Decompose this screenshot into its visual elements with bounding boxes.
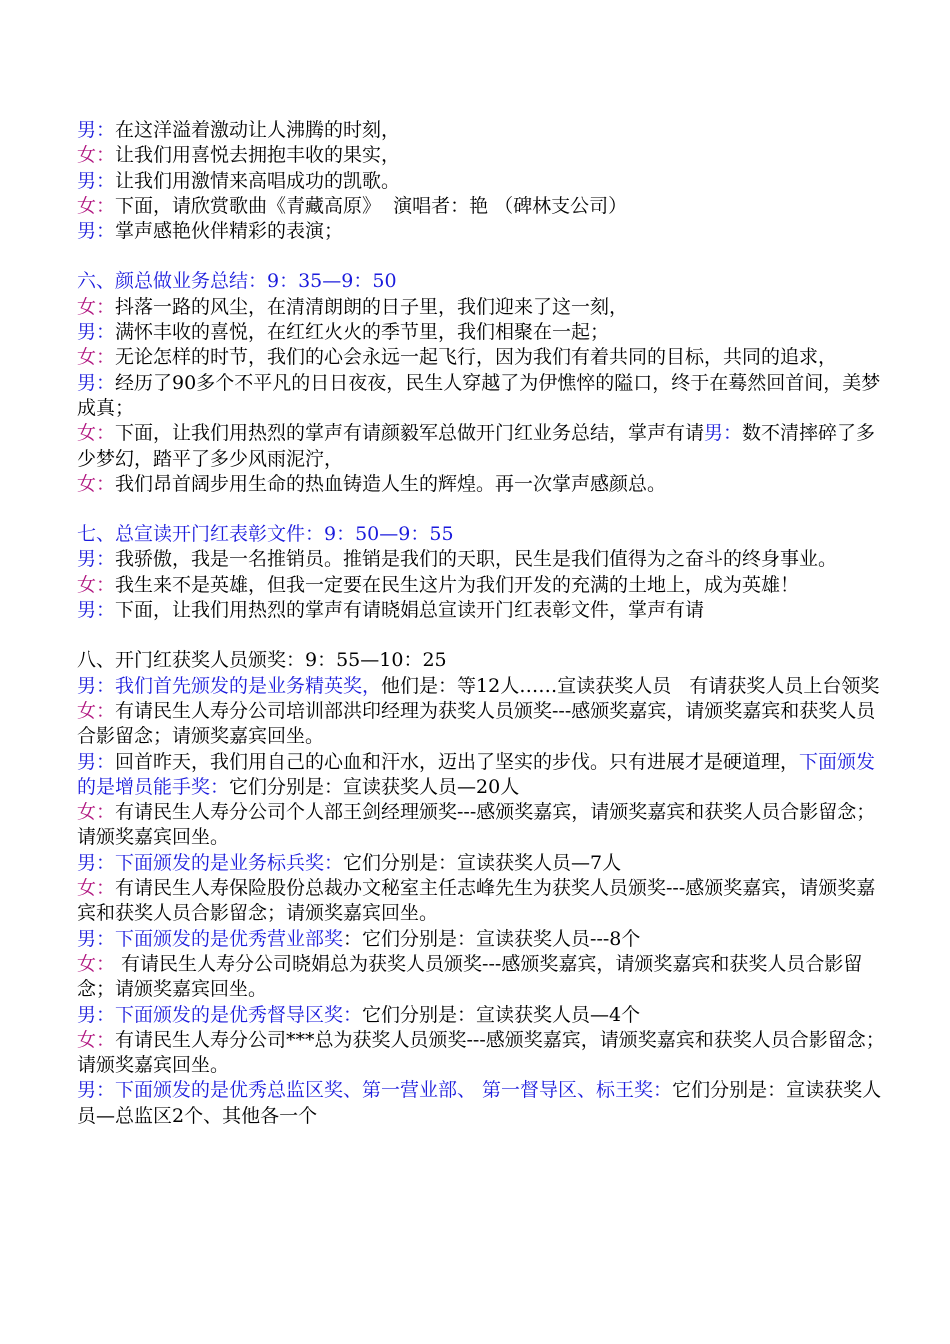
speaker-male: 男： bbox=[77, 851, 116, 874]
line-text: 让我们用激情来高唱成功的凯歌。 bbox=[115, 169, 401, 192]
line-text: 我骄傲，我是一名推销员。推销是我们的天职，民生是我们值得为之奋斗的终身事业。 bbox=[115, 548, 838, 571]
script-body bbox=[77, 118, 892, 1129]
speaker-male: 男： bbox=[77, 169, 116, 192]
speaker-male: 男： bbox=[77, 1003, 116, 1026]
speaker-female: 女： bbox=[77, 346, 116, 369]
section-heading: 八、开门红获奖人员颁奖：9：55—10：25 bbox=[77, 649, 447, 672]
line-text: 有请民生人寿分公司个人部王剑经理颁奖---感颁奖嘉宾，请颁奖嘉宾和获奖人员合影留念；请颁奖嘉宾回坐。 bbox=[77, 801, 876, 849]
line-text: 掌声感艳伙伴精彩的表演； bbox=[115, 220, 344, 243]
dialogue-line bbox=[77, 320, 892, 345]
speaker-female: 女： bbox=[77, 422, 116, 445]
line-text: 让我们用喜悦去拥抱丰收的果实， bbox=[115, 144, 401, 167]
speaker-female: 女： bbox=[77, 1028, 116, 1051]
speaker-female: 女： bbox=[77, 144, 116, 167]
speaker-male: 男： bbox=[77, 371, 116, 394]
speaker-male: 男： bbox=[77, 750, 116, 773]
line-text: 有请民生人寿分公司培训部洪印经理为获奖人员颁奖---感颁奖嘉宾，请颁奖嘉宾和获奖人员合影留念；请颁奖嘉宾回坐。 bbox=[77, 699, 876, 748]
section-spacer bbox=[77, 623, 892, 648]
dialogue-line bbox=[77, 598, 892, 623]
speaker-male: 男： bbox=[704, 422, 743, 445]
speaker-male: 男： bbox=[77, 674, 116, 697]
dialogue-line bbox=[77, 295, 892, 320]
line-text: 它们分别是：宣读获奖人员—7人 bbox=[343, 851, 622, 874]
speaker-female: 女： bbox=[77, 573, 116, 596]
speaker-male: 男： bbox=[77, 119, 116, 141]
section-heading: 六、颜总做业务总结：9：35—9：50 bbox=[77, 270, 397, 293]
award-name: 下面颁发的是优秀督导区奖： bbox=[115, 1003, 363, 1026]
line-text: 抖落一路的风尘，在清清朗朗的日子里，我们迎来了这一刻， bbox=[115, 295, 629, 318]
dialogue-line bbox=[77, 674, 892, 699]
dialogue-line bbox=[77, 345, 892, 370]
dialogue-line bbox=[77, 851, 892, 876]
speaker-female: 女： bbox=[77, 472, 116, 495]
dialogue-line bbox=[77, 143, 892, 168]
line-text: 我生来不是英雄，但我一定要在民生这片为我们开发的充满的土地上，成为英雄！ bbox=[115, 573, 800, 596]
dialogue-line bbox=[77, 573, 892, 598]
line-text: 下面，让我们用热烈的掌声有请颜毅军总做开门红业务总结，掌声有请 bbox=[115, 422, 705, 445]
award-name: 下面颁发的是优秀营业部奖 bbox=[115, 927, 344, 950]
line-text: 回首昨天，我们用自己的心血和汗水，迈出了坚实的步伐。只有进展才是硬道理， bbox=[115, 750, 800, 773]
dialogue-line bbox=[77, 800, 892, 851]
line-text: 经历了90多个不平凡的日日夜夜，民生人穿越了为伊憔悴的隘口，终于在蓦然回首间，美梦成真； bbox=[77, 371, 881, 419]
line-text: 满怀丰收的喜悦，在红红火火的季节里，我们相聚在一起； bbox=[115, 321, 610, 344]
dialogue-line bbox=[77, 1078, 892, 1129]
speaker-male: 男： bbox=[77, 548, 116, 571]
speaker-female: 女： bbox=[77, 877, 116, 900]
dialogue-line bbox=[77, 371, 892, 422]
dialogue-line bbox=[77, 472, 892, 497]
dialogue-line bbox=[77, 699, 892, 750]
line-text: 下面，让我们用热烈的掌声有请晓娟总宣读开门红表彰文件，掌声有请 bbox=[115, 599, 705, 622]
dialogue-line bbox=[77, 1028, 892, 1079]
speaker-female: 女： bbox=[77, 952, 116, 975]
speaker-female: 女： bbox=[77, 801, 116, 824]
line-text: ：它们分别是：宣读获奖人员---8个 bbox=[343, 927, 641, 950]
dialogue-line bbox=[77, 952, 892, 1003]
speaker-male: 男： bbox=[77, 927, 116, 950]
dialogue-line bbox=[77, 118, 892, 143]
section-spacer bbox=[77, 244, 892, 269]
dialogue-line bbox=[77, 219, 892, 244]
speaker-female: 女： bbox=[77, 699, 116, 722]
line-text: 有请民生人寿保险股份总裁办文秘室主任志峰先生为获奖人员颁奖---感颁奖嘉宾，请颁奖嘉宾和获奖人员合影留念；请颁奖嘉宾回坐。 bbox=[77, 877, 876, 925]
dialogue-line bbox=[77, 194, 892, 219]
dialogue-line bbox=[77, 547, 892, 572]
line-text: 他们是：等12人……宣读获奖人员 有请获奖人员上台领奖 bbox=[381, 674, 880, 697]
line-text: 我们昂首阔步用生命的热血铸造人生的辉煌。再一次掌声感颜总。 bbox=[115, 472, 667, 495]
dialogue-line bbox=[77, 421, 892, 472]
award-name: 我们首先颁发的是业务精英奖， bbox=[115, 674, 382, 697]
speaker-male: 男： bbox=[77, 321, 116, 344]
award-name: 下面颁发的是业务标兵奖： bbox=[115, 851, 344, 874]
line-text: 有请民生人寿分公司***总为获奖人员颁奖---感颁奖嘉宾，请颁奖嘉宾和获奖人员合影留念；请颁奖嘉宾回坐。 bbox=[77, 1028, 885, 1077]
dialogue-line bbox=[77, 169, 892, 194]
line-text: 数不清摔碎了多少梦幻，踏平了多少风雨泥泞， bbox=[77, 422, 876, 470]
dialogue-line bbox=[77, 750, 892, 801]
speaker-female: 女： bbox=[77, 295, 116, 318]
dialogue-line bbox=[77, 927, 892, 952]
line-text: 在这洋溢着激动让人沸腾的时刻， bbox=[115, 119, 401, 141]
speaker-male: 男： bbox=[77, 599, 116, 622]
speaker-male: 男： bbox=[77, 1079, 116, 1102]
line-text: 它们分别是：宣读获奖人员—总监区2个、其他各一个 bbox=[77, 1079, 882, 1127]
section-heading: 七、总宣读开门红表彰文件：9：50—9：55 bbox=[77, 523, 454, 546]
line-text: 它们分别是：宣读获奖人员—20人 bbox=[229, 775, 520, 798]
speaker-female: 女： bbox=[77, 194, 116, 217]
section-spacer bbox=[77, 497, 892, 522]
line-text: 它们分别是：宣读获奖人员—4个 bbox=[362, 1003, 641, 1026]
line-text: 无论怎样的时节，我们的心会永远一起飞行，因为我们有着共同的目标，共同的追求， bbox=[115, 346, 838, 369]
speaker-male: 男： bbox=[77, 220, 116, 243]
dialogue-line bbox=[77, 876, 892, 927]
award-name: 下面颁发的是增员能手奖： bbox=[77, 750, 876, 798]
dialogue-line bbox=[77, 1003, 892, 1028]
line-text: 有请民生人寿分公司晓娟总为获奖人员颁奖---感颁奖嘉宾，请颁奖嘉宾和获奖人员合影留念；请颁奖嘉宾回坐。 bbox=[77, 952, 863, 1001]
line-text: 下面，请欣赏歌曲《青藏高原》 演唱者：艳 （碑林支公司） bbox=[115, 194, 628, 217]
award-name: 下面颁发的是优秀总监区奖、第一营业部、 第一督导区、标王奖： bbox=[115, 1079, 673, 1102]
